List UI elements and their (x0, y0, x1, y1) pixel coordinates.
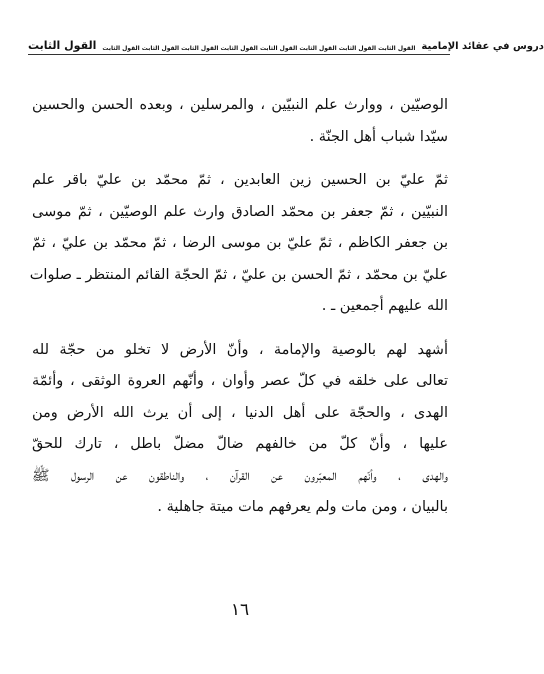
text-line: ثمّ عليّ بن الحسين زين العابدين ، ثمّ محمّد بن عليّ باقر علم (32, 172, 448, 188)
running-header (28, 32, 544, 55)
paragraph-gap (32, 323, 448, 335)
header-series-title: دروس في عقائد الإمامية (421, 41, 544, 52)
header-repeated-title: القول الثابت القول الثابت القول الثابت القول الثابت القول الثابت القول الثابت القول الثابت القول الثابت (102, 45, 416, 52)
text-line: الهدى ، والحجّة على أهل الدنيا ، إلى أن يرث الله الأرض ومن (32, 404, 448, 421)
header-book-title: القول الثابت (28, 39, 97, 52)
text-line: الوصيّين ، ووارث علم النبيّين ، والمرسلين ، وبعده الحسن والحسين (32, 97, 448, 113)
text-line: والهدى ، وأنّهم المعبّرون عن القرآن ، والناطقون عن الرسول ﷺ (32, 467, 448, 484)
text-line: عليّ بن محمّد ، ثمّ الحسن بن عليّ ، ثمّ الحجّة القائم المنتظر ـ صلوات (29, 266, 448, 283)
paragraph-3 (32, 335, 448, 524)
text-line: بن جعفر الكاظم ، ثمّ عليّ بن موسى الرضا ، ثمّ محمّد بن عليّ ، ثمّ (32, 235, 448, 251)
text-line: النبيّين ، ثمّ جعفر بن محمّد الصادق وارث علم الوصيّين ، ثمّ موسى (32, 203, 448, 220)
page-body (29, 90, 448, 524)
paragraph-gap (32, 153, 448, 165)
text-line: أشهد لهم بالوصية والإمامة ، وأنّ الأرض لا تخلو من حجّة لله (32, 341, 448, 358)
page-number: ١٦ (230, 600, 250, 620)
paragraph-1 (32, 90, 448, 153)
text-line: سيّدا شباب أهل الجنّة . (309, 128, 448, 145)
text-line: الله عليهم أجمعين ـ . (321, 298, 448, 314)
text-line: بالبيان ، ومن مات ولم يعرفهم مات ميتة جاهلية . (157, 499, 448, 515)
paragraph-2 (29, 165, 448, 323)
text-line: عليها ، وأنّ كلّ من خالفهم ضالّ مضلّ باطل ، تارك للحقّ (32, 436, 448, 452)
text-line: تعالى على خلقه في كلّ عصر وأوان ، وأنّهم العروة الوثقى ، وأئمّة (32, 373, 448, 389)
